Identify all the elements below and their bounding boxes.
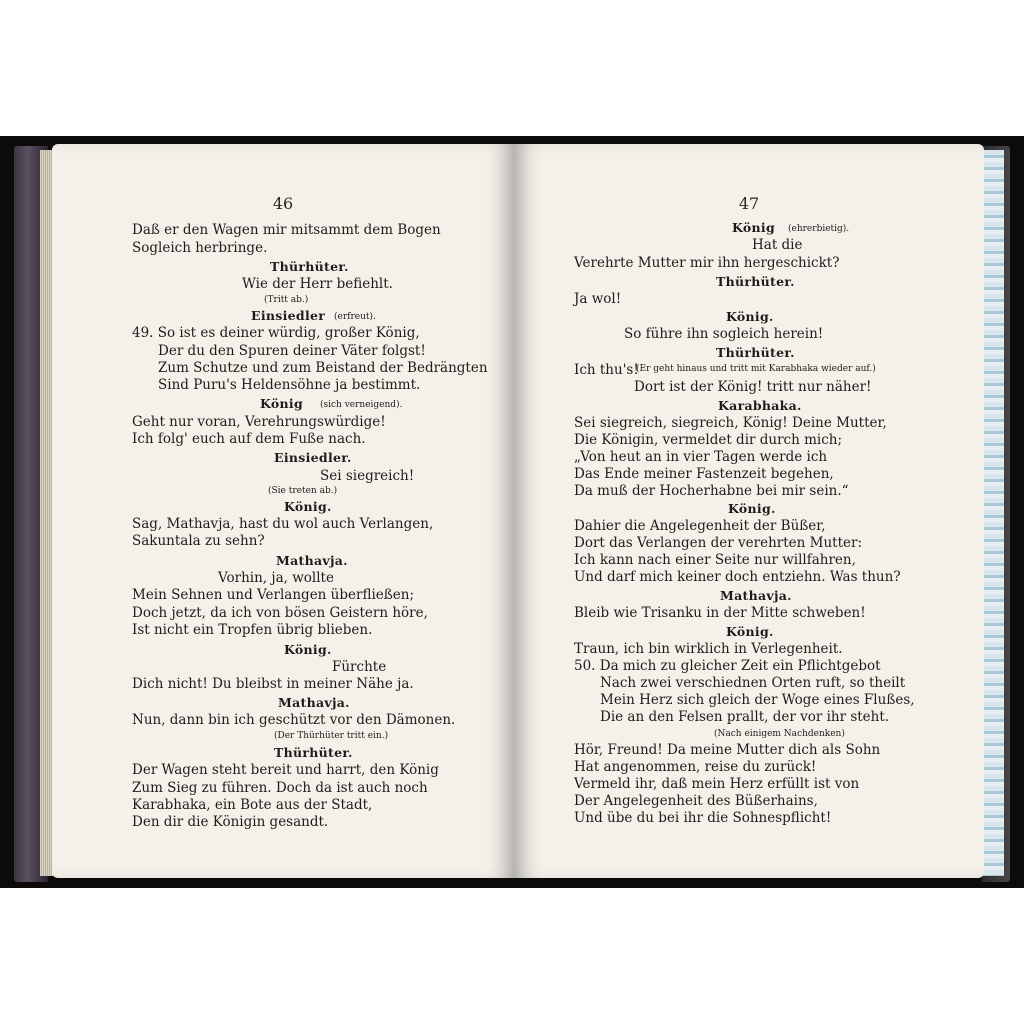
text-line: Dahier die Angelegenheit der Büßer, xyxy=(574,518,826,534)
right-page-text xyxy=(514,144,984,878)
text-line: Ja wol! xyxy=(574,291,622,307)
text-line: Sogleich herbringe. xyxy=(132,240,268,256)
text-line: Fürchte xyxy=(332,659,387,675)
text-line: Sakuntala zu sehn? xyxy=(132,533,265,549)
text-line: Die Königin, vermeldet dir durch mich; xyxy=(574,432,843,448)
speaker-name: Thürhüter. xyxy=(274,745,353,760)
text-line: So führe ihn sogleich herein! xyxy=(624,326,824,342)
stage-direction: (Der Thürhüter tritt ein.) xyxy=(274,731,389,741)
text-line: Ich thu's! xyxy=(574,362,639,378)
text-line: Die an den Felsen prallt, der vor ihr steht. xyxy=(600,709,890,725)
speaker-name: König xyxy=(260,396,304,411)
text-line: Karabhaka, ein Bote aus der Stadt, xyxy=(132,797,373,813)
text-line: „Von heut an in vier Tagen werde ich xyxy=(574,449,828,465)
text-line: Den dir die Königin gesandt. xyxy=(132,814,329,830)
text-line: Der Angelegenheit des Büßerhains, xyxy=(574,793,818,809)
speaker-name: König. xyxy=(284,642,332,657)
text-line: Da muß der Hocherhabne bei mir sein.“ xyxy=(574,483,849,499)
stage-direction: (Er geht hinaus und tritt mit Karabhaka wieder auf.) xyxy=(636,364,876,374)
speaker-name: König. xyxy=(728,501,776,516)
text-line: 50. Da mich zu gleicher Zeit ein Pflichtgebot xyxy=(574,658,881,674)
text-line: Der du den Spuren deiner Väter folgst! xyxy=(158,343,426,359)
text-line: Mein Sehnen und Verlangen überfließen; xyxy=(132,587,415,603)
stage-direction: (Nach einigem Nachdenken) xyxy=(714,729,845,739)
text-line: Und darf mich keiner doch entziehn. Was thun? xyxy=(574,569,901,585)
speaker-name: König. xyxy=(726,309,774,324)
text-line: Dort das Verlangen der verehrten Mutter: xyxy=(574,535,863,551)
right-page xyxy=(514,144,984,878)
text-line: Zum Sieg zu führen. Doch da ist auch noch xyxy=(132,780,428,796)
left-page-text xyxy=(52,144,514,878)
text-line: Geht nur voran, Verehrungswürdige! xyxy=(132,414,386,430)
text-line: Vorhin, ja, wollte xyxy=(218,570,334,586)
text-line: Doch jetzt, da ich von bösen Geistern höre, xyxy=(132,605,428,621)
stage-direction: (sich verneigend). xyxy=(320,400,403,410)
stage-direction: (ehrerbietig). xyxy=(788,224,850,234)
text-line: Wie der Herr befiehlt. xyxy=(242,276,393,292)
text-line: Mein Herz sich gleich der Woge eines Flußes, xyxy=(600,692,915,708)
text-line: Hat angenommen, reise du zurück! xyxy=(574,759,817,775)
text-line: Ich folg' euch auf dem Fuße nach. xyxy=(132,431,366,447)
text-line: Ist nicht ein Tropfen übrig blieben. xyxy=(132,622,373,638)
speaker-name: Thürhüter. xyxy=(270,259,349,274)
speaker-name: Mathavja. xyxy=(276,553,348,568)
speaker-name: Karabhaka. xyxy=(718,398,802,413)
page-number: 46 xyxy=(272,194,294,213)
text-line: Sind Puru's Heldensöhne ja bestimmt. xyxy=(158,377,421,393)
speaker-name: Mathavja. xyxy=(278,695,350,710)
speaker-name: Einsiedler xyxy=(251,308,326,323)
text-line: Sei siegreich, siegreich, König! Deine Mutter, xyxy=(574,415,887,431)
text-line: Bleib wie Trisanku in der Mitte schweben! xyxy=(574,605,866,621)
text-line: Der Wagen steht bereit und harrt, den König xyxy=(132,762,439,778)
speaker-name: Mathavja. xyxy=(720,588,792,603)
text-line: Verehrte Mutter mir ihn hergeschickt? xyxy=(574,255,840,271)
left-page xyxy=(52,144,514,878)
stage-direction: (Sie treten ab.) xyxy=(268,486,338,496)
text-line: Nun, dann bin ich geschützt vor den Dämonen. xyxy=(132,712,456,728)
speaker-name: Thürhüter. xyxy=(716,274,795,289)
text-line: Das Ende meiner Fastenzeit begehen, xyxy=(574,466,834,482)
text-line: Ich kann nach einer Seite nur willfahren, xyxy=(574,552,856,568)
text-line: Traun, ich bin wirklich in Verlegenheit. xyxy=(574,641,843,657)
page-number: 47 xyxy=(738,194,760,213)
speaker-name: König xyxy=(732,220,776,235)
text-line: Hat die xyxy=(752,237,803,253)
stage-direction: (Tritt ab.) xyxy=(264,295,309,305)
text-line: Zum Schutze und zum Beistand der Bedrängten xyxy=(158,360,488,376)
speaker-name: Einsiedler. xyxy=(274,450,352,465)
speaker-name: Thürhüter. xyxy=(716,345,795,360)
text-line: Und übe du bei ihr die Sohnespflicht! xyxy=(574,810,832,826)
text-line: Dort ist der König! tritt nur näher! xyxy=(634,379,872,395)
text-line: Dich nicht! Du bleibst in meiner Nähe ja. xyxy=(132,676,414,692)
speaker-name: König. xyxy=(726,624,774,639)
stage-direction: (erfreut). xyxy=(334,312,376,322)
text-line: Vermeld ihr, daß mein Herz erfüllt ist von xyxy=(574,776,860,792)
text-line: Hör, Freund! Da meine Mutter dich als Sohn xyxy=(574,742,881,758)
text-line: Sag, Mathavja, hast du wol auch Verlangen, xyxy=(132,516,434,532)
text-line: 49. So ist es deiner würdig, großer König, xyxy=(132,325,420,341)
text-line: Nach zwei verschiednen Orten ruft, so theilt xyxy=(600,675,906,691)
text-line: Daß er den Wagen mir mitsammt dem Bogen xyxy=(132,222,441,238)
speaker-name: König. xyxy=(284,499,332,514)
text-line: Sei siegreich! xyxy=(320,468,415,484)
